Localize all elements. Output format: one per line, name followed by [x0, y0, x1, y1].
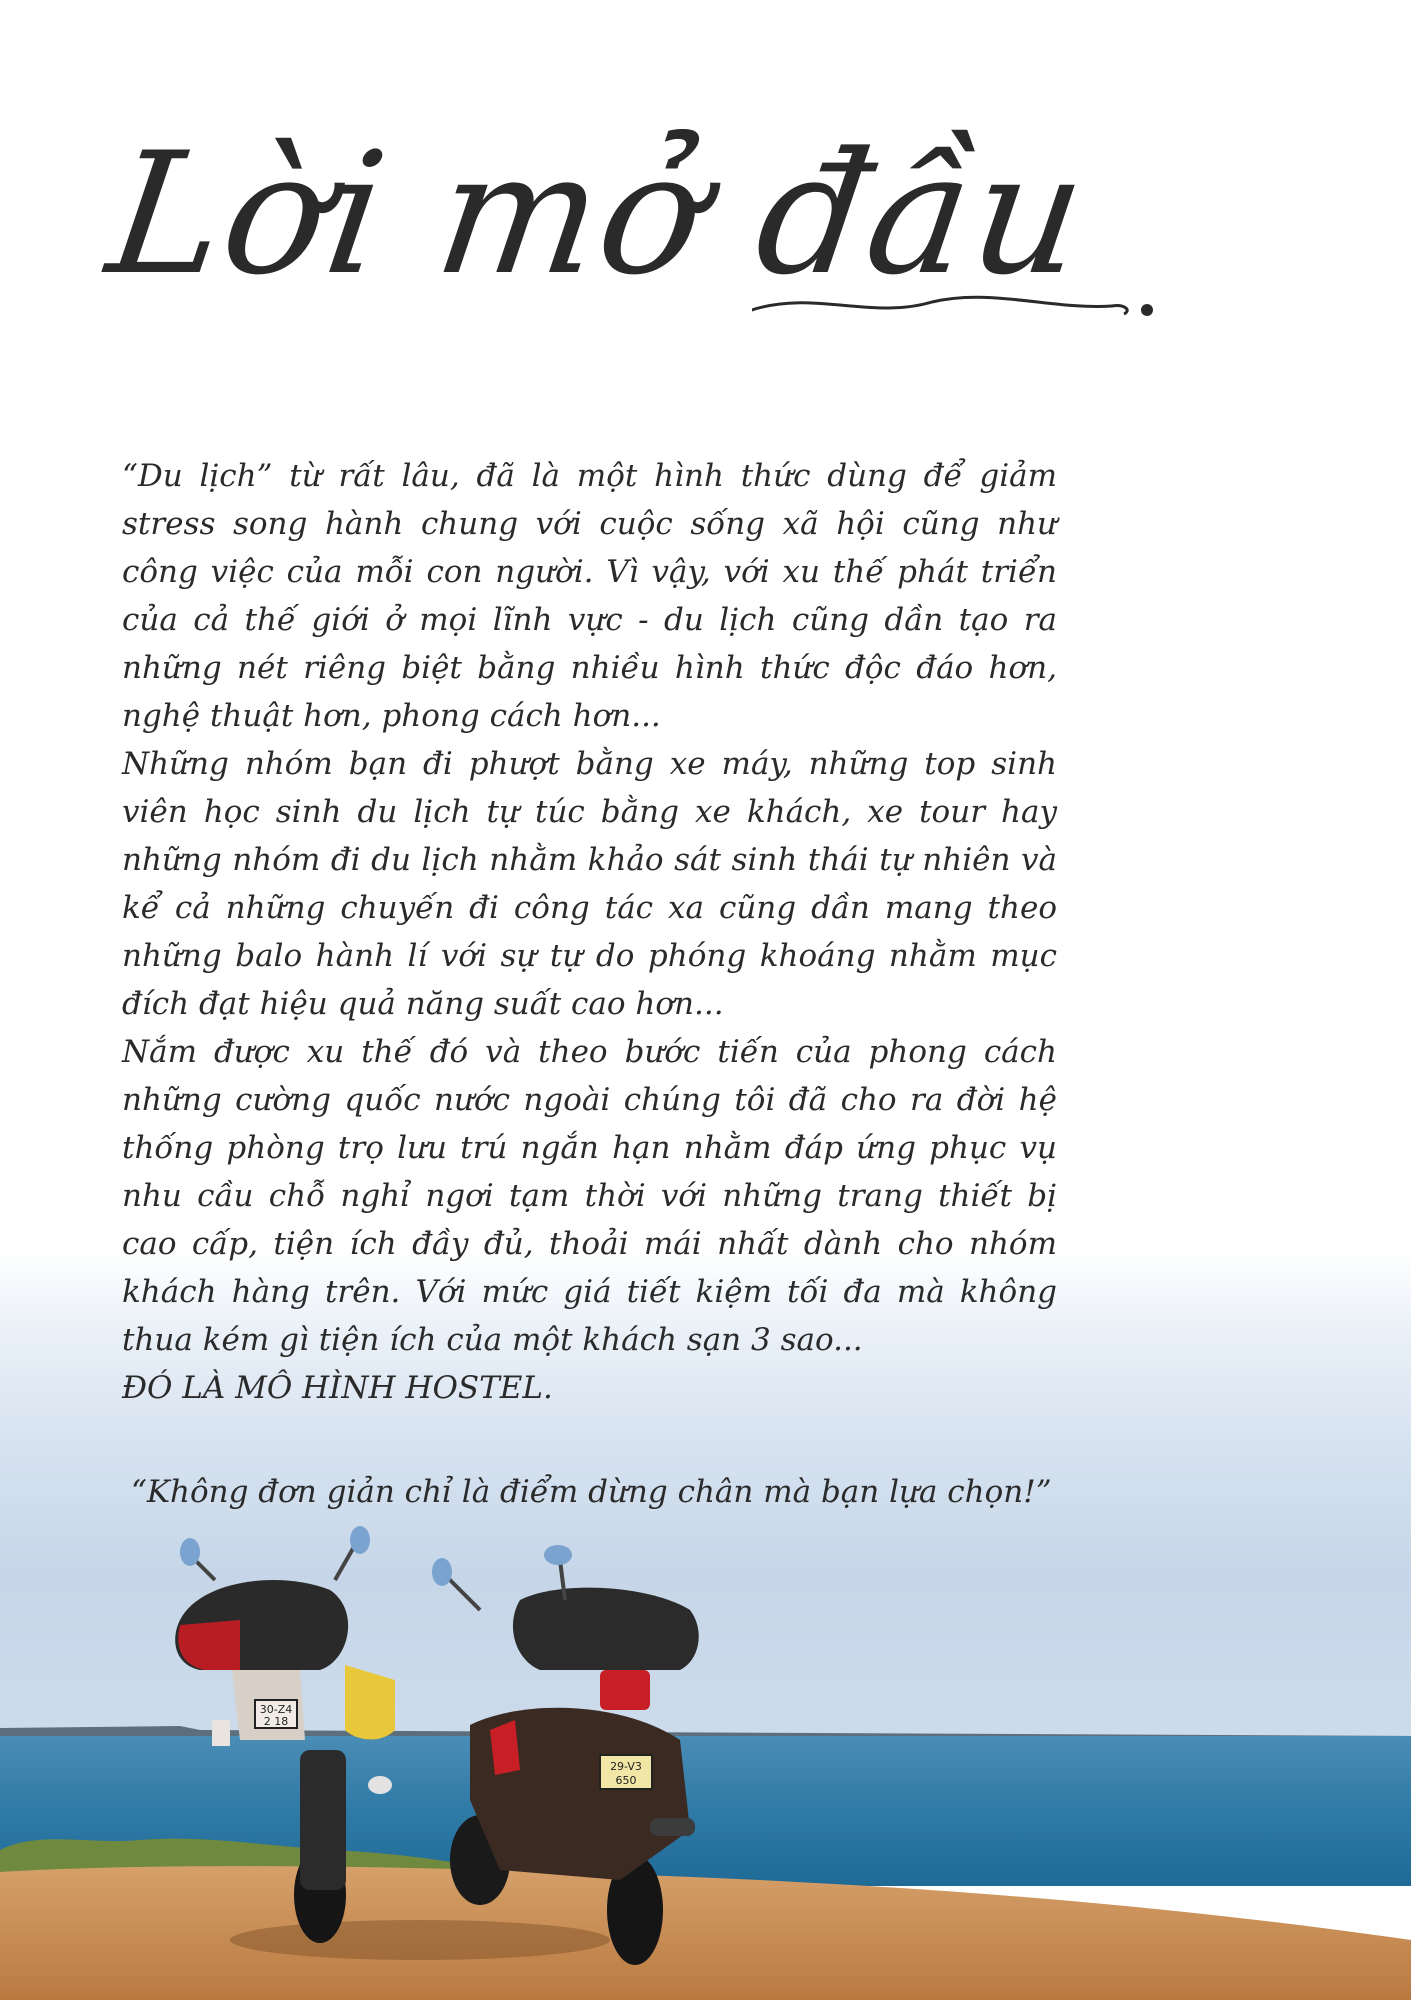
svg-text:2 18: 2 18 — [263, 1715, 289, 1728]
svg-text:29-V3: 29-V3 — [610, 1760, 642, 1773]
title-flourish — [752, 280, 1172, 340]
paragraph-2: Những nhóm bạn đi phượt bằng xe máy, những top sinh viên học sinh du lịch tự túc bằng xe khách, xe tour hay những nhóm đi du lịch nhằm khảo sát sinh thái tự nhiên và kể cả những chuyến đi công tác xa cũng dần mang theo những balo hành lí với sự tự do phóng khoáng nhằm mục đích đạt hiệu quả năng suất cao hơn... — [122, 746, 1057, 1022]
page-title — [98, 116, 1112, 430]
bike-shadow — [230, 1920, 610, 1960]
svg-text:30-Z4: 30-Z4 — [259, 1703, 293, 1716]
intro-body — [122, 452, 1057, 1412]
title-text: Lời mở đầu — [98, 116, 1099, 312]
motorbike-beach-photo — [0, 1500, 1411, 2000]
tagline-quote: “Không đơn giản chỉ là điểm dừng chân mà bạn lựa chọn!” — [131, 1474, 1052, 1510]
paragraph-3: Nắm được xu thế đó và theo bước tiến của phong cách những cường quốc nước ngoài chúng tôi đã cho ra đời hệ thống phòng trọ lưu trú ngắn hạn nhằm đáp ứng phục vụ nhu cầu chỗ nghỉ ngơi tạm thời với những trang thiết bị cao cấp, tiện ích đầy đủ, thoải mái nhất dành cho nhóm khách hàng trên. Với mức giá tiết kiệm tối đa mà không thua kém gì tiện ích của một khách sạn 3 sao... — [122, 1034, 1057, 1358]
svg-text:650: 650 — [615, 1774, 637, 1787]
paragraph-1: “Du lịch” từ rất lâu, đã là một hình thức dùng để giảm stress song hành chung với cuộc sống xã hội cũng như công việc của mỗi con người. Vì vậy, với xu thế phát triển của cả thế giới ở mọi lĩnh vực - du lịch cũng dần tạo ra những nét riêng biệt bằng nhiều hình thức độc đáo hơn, nghệ thuật hơn, phong cách hơn... — [122, 458, 1057, 734]
hostel-highlight: ĐÓ LÀ MÔ HÌNH HOSTEL. — [122, 1370, 553, 1406]
sand — [0, 1866, 1411, 2000]
